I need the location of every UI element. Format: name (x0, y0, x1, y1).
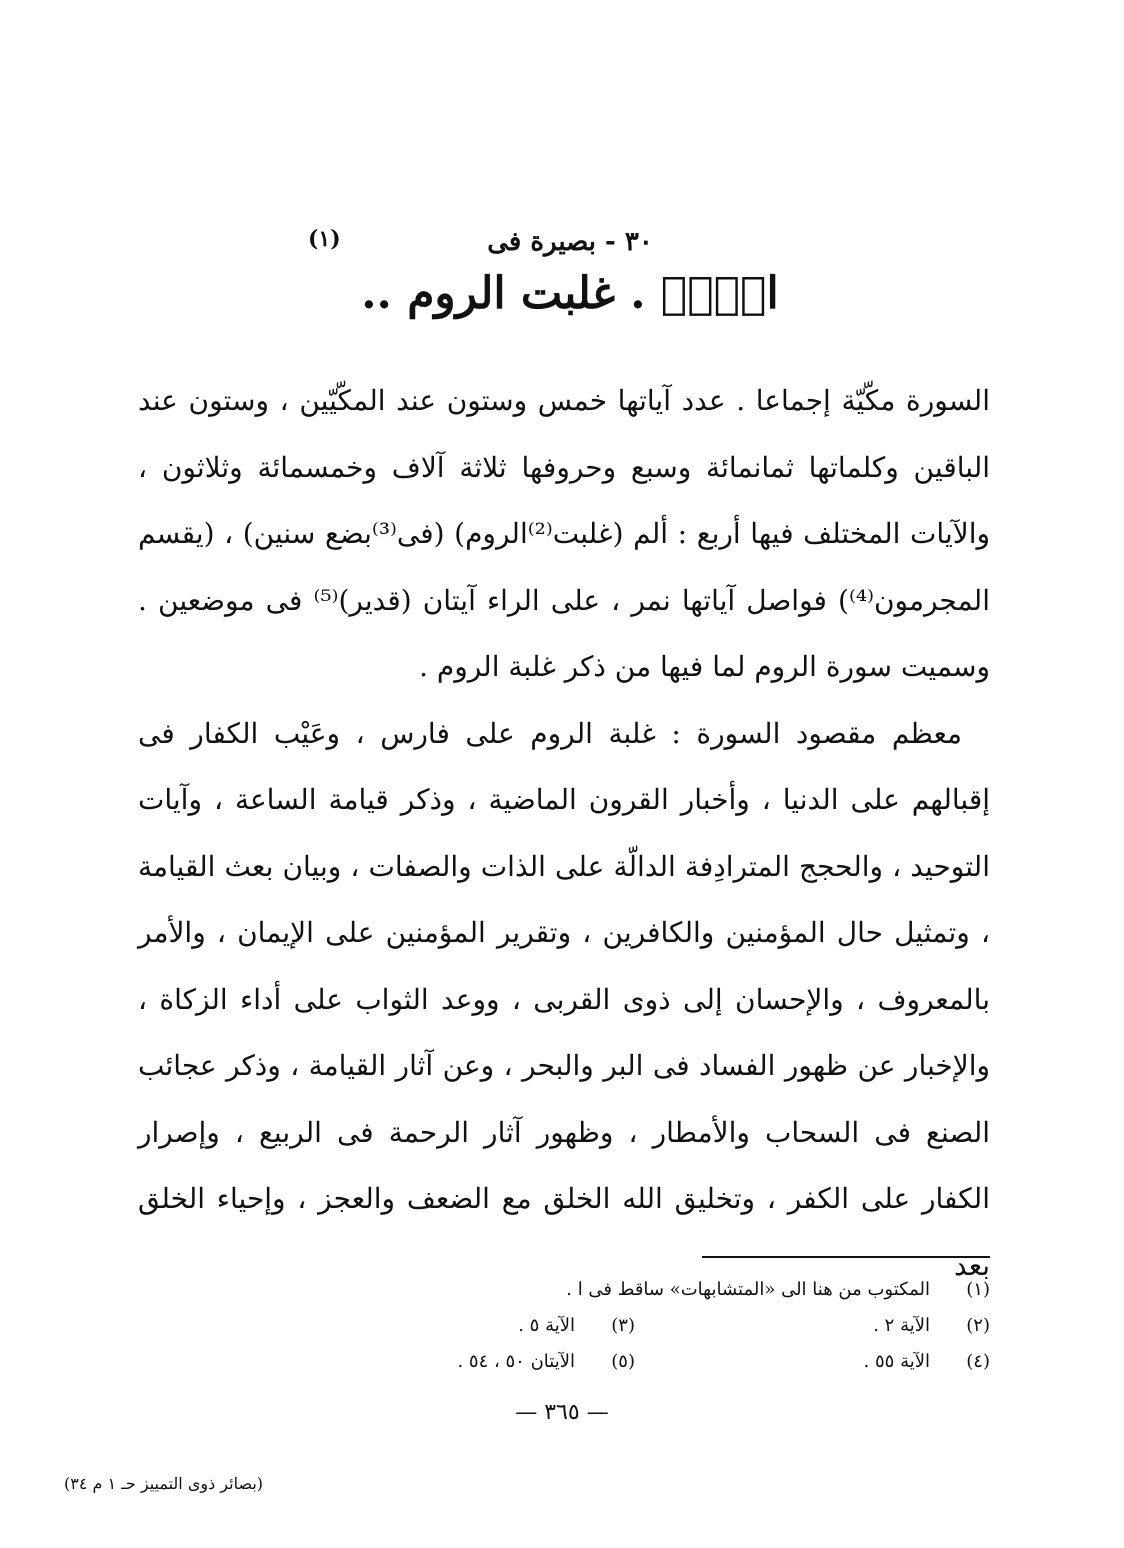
footnote-number: (٢) (966, 1315, 990, 1336)
footnote-text: المكتوب من هنا الى «المتشابهات» ساقط فى ا . (566, 1279, 930, 1300)
footnote-4 (635, 1344, 990, 1380)
paragraph-1: السورة مكّيّة إجماعا . عدد آياتها خمس وستون عند المكّيّين ، وستون عند الباقين وكلماتها ثمانمائة وسبع وحروفها ثلاثة آلاف وخمسمائة وثلاثون ، والآيات المختلف فيها أربع : ألم (غلبت⁽²⁾الروم) (فى⁽³⁾بضع سنين) ، (يقسم المجرمون⁽⁴⁾) فواصل آياتها نمر ، على الراء آيتان (قدير)⁽⁵⁾ فى موضعين . وسميت سورة الروم لما فيها من ذكر غلبة الروم . (138, 384, 991, 683)
chapter-heading (140, 222, 1000, 324)
footnote-text: الآيتان ٥٠ ، ٥٤ . (457, 1351, 575, 1372)
body-text (138, 368, 990, 1299)
chapter-title: الۤمۤ . غلبت الروم .. (361, 268, 779, 319)
footnote-text: الآية ٥٥ . (863, 1351, 930, 1372)
footnote-2 (635, 1308, 990, 1344)
footnotes (280, 1272, 990, 1380)
paragraph-2: معظم مقصود السورة : غلبة الروم على فارس ، وعَيْب الكفار فى إقبالهم على الدنيا ، وأخبار القرون الماضية ، وذكر قيامة الساعة ، وآيات التوحيد ، والحجج المترادِفة الدالّة على الذات والصفات ، وبيان بعث القيامة ، وتمثيل حال المؤمنين والكافرين ، وتقرير المؤمنين على الإيمان ، والأمر بالمعروف ، والإحسان إلى ذوى القربى ، ووعد الثواب على أداء الزكاة ، والإخبار عن ظهور الفساد فى البر والبحر ، وعن آثار القيامة ، وذكر عجائب الصنع فى السحاب والأمطار ، وظهور آثار الرحمة فى الربيع ، وإصرار الكفار على الكفر ، وتخليق الله الخلق مع الضعف والعجز ، وإحياء الخلق بعد (138, 716, 990, 1282)
footnote-number: (٤) (966, 1351, 990, 1372)
footnote-5 (280, 1344, 635, 1380)
page-number: — ٣٦٥ — (515, 1400, 609, 1425)
footnote-number: (٣) (611, 1315, 635, 1336)
footnote-text: الآية ٥ . (518, 1315, 575, 1336)
footnote-1 (280, 1272, 990, 1308)
heading-footnote-ref: (١) (308, 226, 341, 252)
footnote-text: الآية ٢ . (873, 1315, 930, 1336)
footnote-divider (702, 1256, 990, 1258)
footnote-number: (٥) (611, 1351, 635, 1372)
chapter-number: ٣٠ - بصيرة فى (487, 227, 653, 257)
print-signature: (بصائر ذوى التمييز حـ ١ م ٣٤) (64, 1474, 264, 1493)
footnote-number: (١) (966, 1279, 990, 1300)
footnote-3 (280, 1308, 635, 1344)
